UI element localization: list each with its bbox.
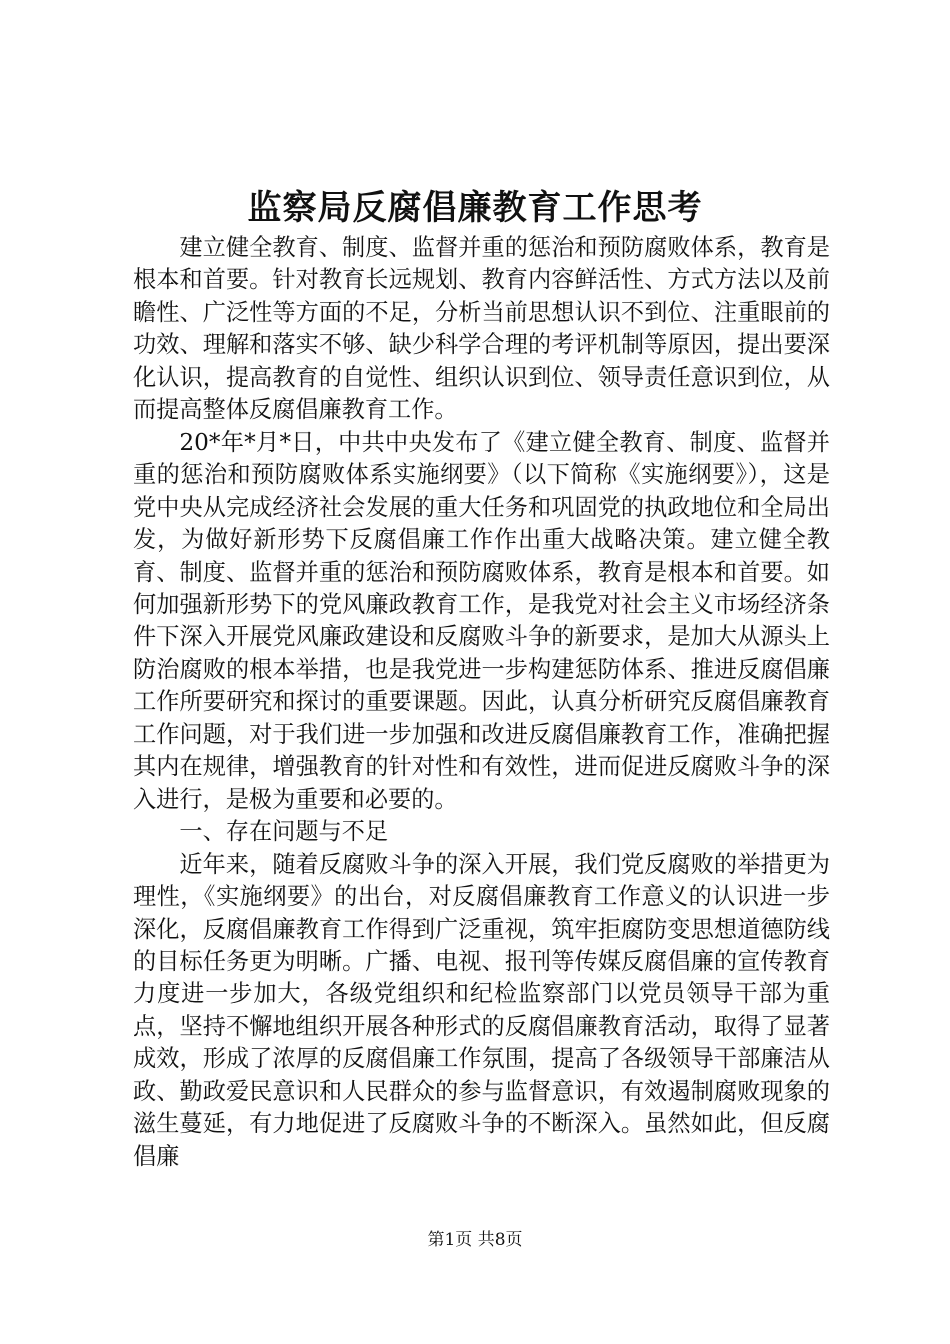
section-heading: 一、存在问题与不足	[179, 818, 389, 846]
paragraph-abstract: 建立健全教育、制度、监督并重的惩治和预防腐败体系，教育是根本和首要。针对教育长远规划、教育内容鲜活性、方式方法以及前瞻性、广泛性等方面的不足，分析当前思想认识不到位、注重眼前的功效、理解和落实不够、缺少科学合理的考评机制等原因，提出要深化认识，提高教育的自觉性、组织认识到位、领导责任意识到位，从而提高整体反腐倡廉教育工作。	[133, 234, 830, 424]
paragraph-intro: 20*年*月*日，中共中央发布了《建立健全教育、制度、监督并重的惩治和预防腐败体系实施纲要》（以下简称《实施纲要》），这是党中央从完成经济社会发展的重大任务和巩固党的执政地位和全局出发，为做好新形势下反腐倡廉工作作出重大战略决策。建立健全教育、制度、监督并重的惩治和预防腐败体系，教育是根本和首要。如何加强新形势下的党风廉政教育工作，是我党对社会主义市场经济条件下深入开展党风廉政建设和反腐败斗争的新要求，是加大从源头上防治腐败的根本举措，也是我党进一步构建惩防体系、推进反腐倡廉工作所要研究和探讨的重要课题。因此，认真分析研究反腐倡廉教育工作问题，对于我们进一步加强和改进反腐倡廉教育工作，准确把握其内在规律，增强教育的针对性和有效性，进而促进反腐败斗争的深入进行，是极为重要和必要的。	[133, 428, 830, 813]
document-body	[133, 232, 830, 1173]
page-title: 监察局反腐倡廉教育工作思考	[247, 188, 703, 228]
paragraph-section-one: 近年来，随着反腐败斗争的深入开展，我们党反腐败的举措更为理性，《实施纲要》的出台，对反腐倡廉教育工作意义的认识进一步深化，反腐倡廉教育工作得到广泛重视，筑牢拒腐防变思想道德防线的目标任务更为明晰。广播、电视、报刊等传媒反腐倡廉的宣传教育力度进一步加大，各级党组织和纪检监察部门以党员领导干部为重点，坚持不懈地组织开展各种形式的反腐倡廉教育活动，取得了显著成效，形成了浓厚的反腐倡廉工作氛围，提高了各级领导干部廉洁从政、勤政爱民意识和人民群众的参与监督意识，有效遏制腐败现象的滋生蔓延，有力地促进了反腐败斗争的不断深入。虽然如此，但反腐倡廉	[133, 850, 830, 1170]
page-footer: 第1页 共8页	[427, 1230, 523, 1250]
